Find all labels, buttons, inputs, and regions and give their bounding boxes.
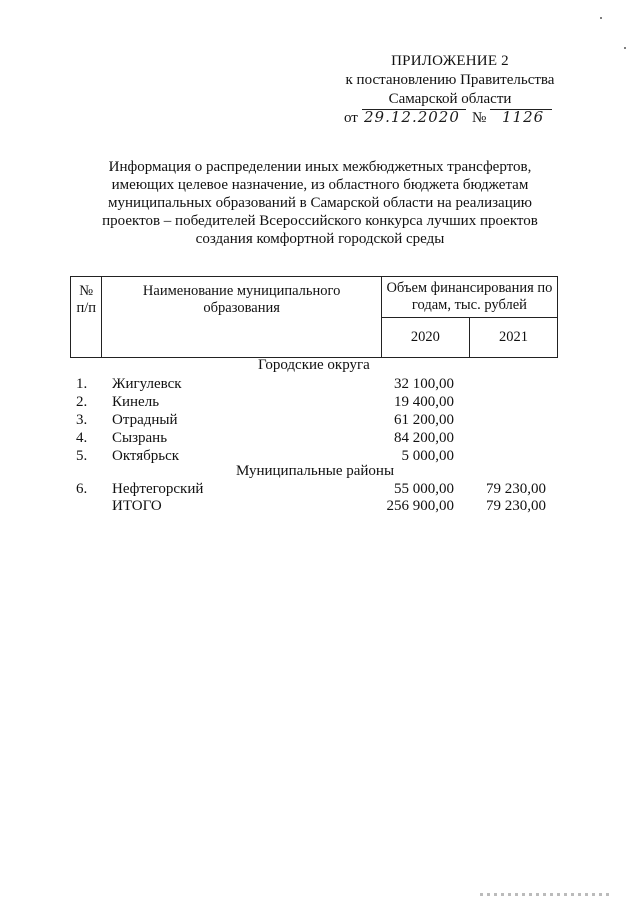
row-num: 3. bbox=[76, 412, 88, 428]
appendix-title: ПРИЛОЖЕНИЕ 2 bbox=[391, 53, 509, 69]
appendix-block bbox=[330, 52, 570, 130]
row-name: Жигулевск bbox=[112, 376, 182, 392]
row-2020: 19 400,00 bbox=[394, 394, 454, 410]
col-header-2021: 2021 bbox=[469, 318, 557, 358]
from-label: от bbox=[344, 110, 358, 126]
row-name: Октябрьск bbox=[112, 448, 180, 464]
row-2021: 79 230,00 bbox=[486, 481, 546, 497]
number-label: № bbox=[472, 110, 487, 126]
heading-line: проектов – победителей Всероссийского конкурса лучших проектов bbox=[102, 213, 538, 229]
row-num: 2. bbox=[76, 394, 88, 410]
col-header-funding: Объем финансирования по годам, тыс. рублей bbox=[381, 277, 557, 318]
row-2020: 32 100,00 bbox=[394, 376, 454, 392]
row-2020: 84 200,00 bbox=[394, 430, 454, 446]
document-heading bbox=[70, 158, 570, 248]
heading-line: создания комфортной городской среды bbox=[195, 231, 445, 247]
section-title: Городские округа bbox=[258, 357, 370, 373]
row-name: Кинель bbox=[112, 394, 160, 410]
heading-line: имеющих целевое назначение, из областного бюджета бюджетам bbox=[111, 177, 529, 193]
appendix-line-1: к постановлению Правительства bbox=[345, 72, 555, 88]
section-title: Муниципальные районы bbox=[236, 463, 395, 479]
row-name: Сызрань bbox=[112, 430, 168, 446]
scan-speck bbox=[600, 17, 602, 19]
decree-number: 1126 bbox=[502, 108, 545, 126]
scan-speck bbox=[624, 47, 626, 49]
col-header-num: № п/п bbox=[71, 277, 102, 358]
total-label: ИТОГО bbox=[112, 498, 162, 514]
decree-date: 29.12.2020 bbox=[364, 108, 460, 126]
decree-date-number bbox=[330, 109, 570, 130]
appendix-line-2: Самарской области bbox=[388, 91, 512, 107]
scan-noise bbox=[480, 893, 610, 896]
table-header bbox=[70, 276, 558, 358]
total-2020: 256 900,00 bbox=[386, 498, 454, 514]
number-underline bbox=[490, 109, 552, 110]
heading-line: муниципальных образований в Самарской области на реализацию bbox=[108, 195, 532, 211]
row-num: 1. bbox=[76, 376, 88, 392]
col-header-2020: 2020 bbox=[381, 318, 469, 358]
row-2020: 55 000,00 bbox=[394, 481, 454, 497]
heading-line: Информация о распределении иных межбюджетных трансфертов, bbox=[108, 159, 532, 175]
row-2020: 61 200,00 bbox=[394, 412, 454, 428]
row-2020: 5 000,00 bbox=[401, 448, 454, 464]
total-2021: 79 230,00 bbox=[486, 498, 546, 514]
row-name: Отрадный bbox=[112, 412, 178, 428]
row-num: 4. bbox=[76, 430, 88, 446]
date-underline bbox=[362, 109, 466, 110]
row-name: Нефтегорский bbox=[112, 481, 204, 497]
row-num: 5. bbox=[76, 448, 88, 464]
row-num: 6. bbox=[76, 481, 88, 497]
col-header-name: Наименование муниципального образования bbox=[102, 277, 381, 358]
